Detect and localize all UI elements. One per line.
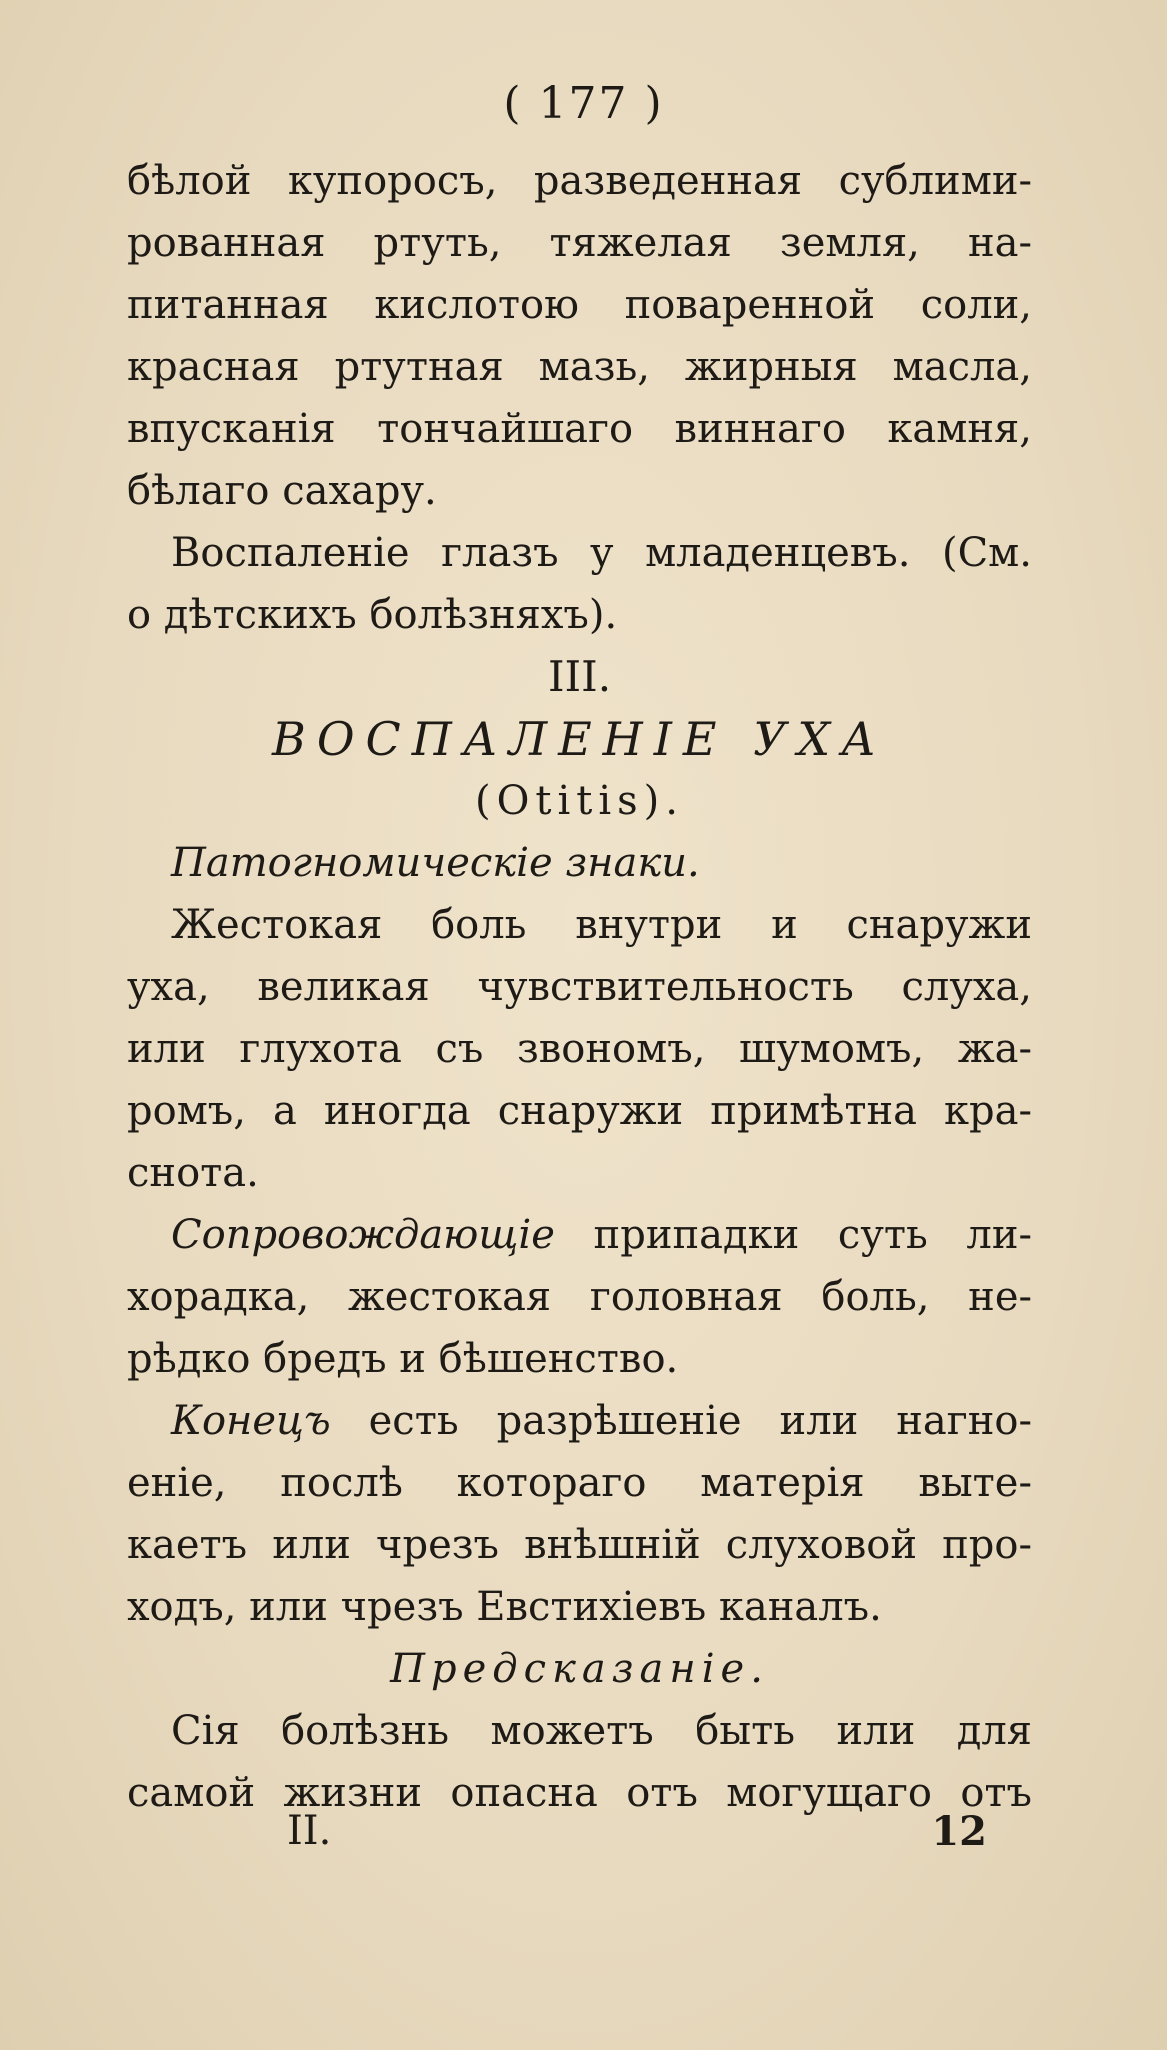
paragraph-6 bbox=[127, 1700, 1032, 1824]
text-line: хорадка, жестокая головная боль, не- bbox=[127, 1274, 1032, 1320]
section-latin-title: (Otitis). bbox=[475, 778, 684, 824]
paragraph-1 bbox=[127, 150, 1032, 522]
signature-mark: II. bbox=[287, 1808, 332, 1854]
text-line: ромъ, а иногда снаружи примѣтна кра- bbox=[127, 1088, 1032, 1134]
text-line: ходъ, или чрезъ Евстихіевъ каналъ. bbox=[127, 1584, 882, 1630]
text-line: самой жизни опасна отъ могущаго отъ bbox=[127, 1770, 1032, 1816]
text-line: уха, великая чувствительность слуха, bbox=[127, 964, 1032, 1010]
text-line: бѣлаго сахару. bbox=[127, 468, 437, 514]
text-line: впусканія тончайшаго виннаго камня, bbox=[127, 406, 1032, 452]
text-line: еніе, послѣ котораго матерія выте- bbox=[127, 1460, 1032, 1506]
text-line: или глухота съ звономъ, шумомъ, жа- bbox=[127, 1026, 1032, 1072]
paragraph-2 bbox=[127, 522, 1032, 646]
text-line: рованная ртуть, тяжелая земля, на- bbox=[127, 220, 1032, 266]
lead-word: Конецъ bbox=[171, 1398, 331, 1444]
text-line: красная ртутная мазь, жирныя масла, bbox=[127, 344, 1032, 390]
page-header: ( 177 ) bbox=[503, 78, 664, 129]
section-number: III. bbox=[547, 652, 612, 701]
text-line: бѣлой купоросъ, разведенная сублими- bbox=[127, 158, 1032, 204]
text-line: Сія болѣзнь можетъ быть или для bbox=[171, 1708, 1032, 1754]
text-line: рѣдко бредъ и бѣшенство. bbox=[127, 1336, 679, 1382]
text-line: снота. bbox=[127, 1150, 259, 1196]
section-heading-block bbox=[127, 646, 1032, 832]
paragraph-5 bbox=[127, 1390, 1032, 1638]
subhead-pathognomic: Патогномическіе знаки. bbox=[171, 840, 700, 886]
subhead-block-2 bbox=[127, 1638, 1032, 1700]
text-line: о дѣтскихъ болѣзняхъ). bbox=[127, 592, 618, 638]
gathering-number: 12 bbox=[931, 1808, 987, 1855]
text-line: питанная кислотою поваренной соли, bbox=[127, 282, 1032, 328]
subhead-block-1 bbox=[127, 832, 1032, 894]
text-line: каетъ или чрезъ внѣшній слуховой про- bbox=[127, 1522, 1032, 1568]
section-title: ВОСПАЛЕНІЕ УХА bbox=[272, 712, 887, 766]
lead-word: Сопровождающіе bbox=[171, 1212, 555, 1258]
text-line: Конецъ есть разрѣшеніе или нагно- bbox=[171, 1398, 1032, 1444]
text-line: Воспаленіе глазъ у младенцевъ. (См. bbox=[171, 530, 1032, 576]
text-line: Сопровождающіе припадки суть ли- bbox=[171, 1212, 1032, 1258]
text-line: Жестокая боль внутри и снаружи bbox=[171, 902, 1032, 948]
paragraph-4 bbox=[127, 1204, 1032, 1390]
subhead-prognosis: Предсказаніе. bbox=[390, 1646, 769, 1692]
paragraph-3 bbox=[127, 894, 1032, 1204]
